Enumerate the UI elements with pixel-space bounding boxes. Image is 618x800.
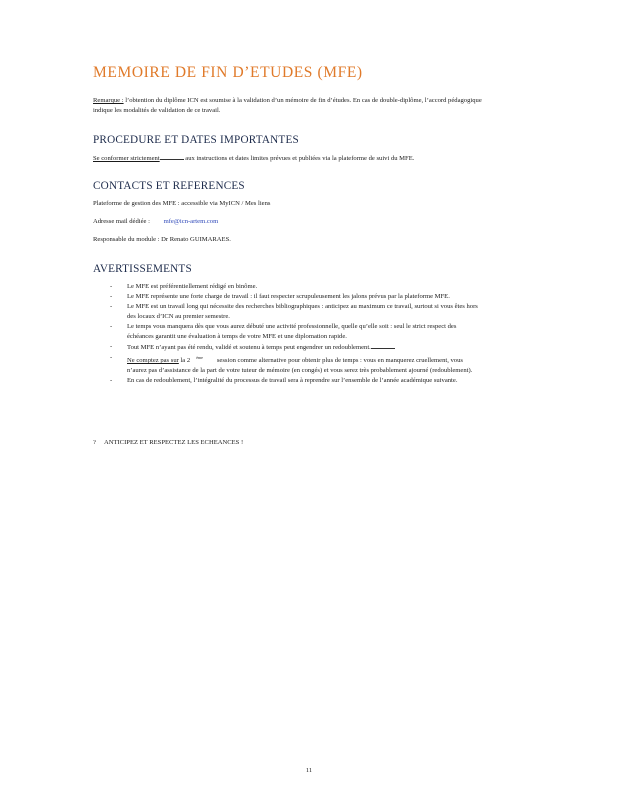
- page-title: MEMOIRE DE FIN D’ETUDES (MFE): [93, 64, 363, 81]
- remark-text: l’obtention du diplôme ICN est soumise à la validation d’un mémoire de fin d’études. En cas de double-diplôme, l’accord pédagogique indique les modalités de validation de ce travail.: [93, 97, 482, 114]
- warnings-list: [110, 282, 480, 386]
- question-mark-icon: ?: [93, 439, 96, 446]
- list-item: [110, 282, 480, 292]
- list-item-text: Le MFE est préférentiellement rédigé en binôme.: [127, 283, 258, 290]
- list-dash: -: [110, 342, 113, 350]
- remark-paragraph: [93, 96, 493, 116]
- mail-label: Adresse mail dédiée :: [93, 218, 150, 225]
- procedure-heading: PROCEDURE ET DATES IMPORTANTES: [93, 134, 299, 146]
- warnings-heading: AVERTISSEMENTS: [93, 263, 192, 275]
- procedure-body: aux instructions et dates limites prévues et publiées via la plateforme de suivi du MFE.: [183, 155, 415, 162]
- contacts-platform: Plateforme de gestion des MFE : accessible via MyICN / Mes liens: [93, 200, 271, 207]
- list-item-text: Le temps vous manquera dès que vous aurez débuté une activité professionnelle, quelle qu’elle soit : seul le strict respect des échéances garantit une évaluation à temps de votre MFE et une diplomation rapide.: [127, 323, 457, 340]
- mail-link[interactable]: mfe@icn-artem.com: [163, 218, 219, 225]
- list-item-text: Le MFE représente une forte charge de travail : il faut respecter scrupuleusement les jalons prévus par la plateforme MFE.: [127, 293, 450, 301]
- list-item: [110, 322, 480, 341]
- list-item: [110, 342, 480, 353]
- list-dash: -: [110, 354, 113, 362]
- page-number: 11: [305, 767, 313, 774]
- list-dash: -: [110, 283, 113, 290]
- list-item-underlined: Ne comptez pas sur: [127, 357, 179, 365]
- list-item-text: Le MFE est un travail long qui nécessite des recherches bibliographiques : anticipez au maximum ce travail, surtout si vous êtes hors des locaux d’ICN au premier semestre.: [127, 303, 478, 320]
- superscript: ème: [196, 355, 203, 361]
- list-dash: -: [110, 376, 113, 384]
- contacts-heading: CONTACTS ET REFERENCES: [93, 180, 245, 192]
- final-text: ANTICIPEZ ET RESPECTEZ LES ECHEANCES !: [103, 439, 244, 446]
- list-dash: -: [110, 303, 113, 311]
- procedure-text: [93, 153, 414, 164]
- contacts-mail-line: [93, 217, 218, 227]
- list-item-text: la 2: [178, 357, 191, 365]
- underline-gap: [160, 153, 184, 160]
- list-item: [110, 292, 480, 302]
- list-item: [110, 353, 480, 375]
- list-dash: -: [110, 323, 113, 331]
- list-item-text: Tout MFE n’ayant pas été rendu, validé et soutenu à temps peut engendrer un redoublement.: [127, 343, 371, 351]
- list-item-text: session comme alternative pour obtenir plus de temps : vous en manquerez cruellement, vous n’aurez pas d’assistance de la part de votre tuteur de mémoire (en congés) et vous serez très probablement ajourné (redoublement).: [127, 357, 473, 374]
- final-note: [93, 439, 243, 446]
- remark-label: Remarque :: [93, 97, 124, 104]
- list-item-text: En cas de redoublement, l’intégralité du processus de travail sera à reprendre sur l’ensemble de l’année académique suivante.: [127, 376, 458, 384]
- list-item: [110, 376, 480, 386]
- list-dash: -: [110, 293, 113, 301]
- underline-gap: [371, 342, 395, 349]
- procedure-underlined: Se conformer strictement: [93, 155, 160, 162]
- list-item: [110, 302, 480, 321]
- contacts-responsible: Responsable du module : Dr Renato GUIMARAES.: [93, 236, 231, 243]
